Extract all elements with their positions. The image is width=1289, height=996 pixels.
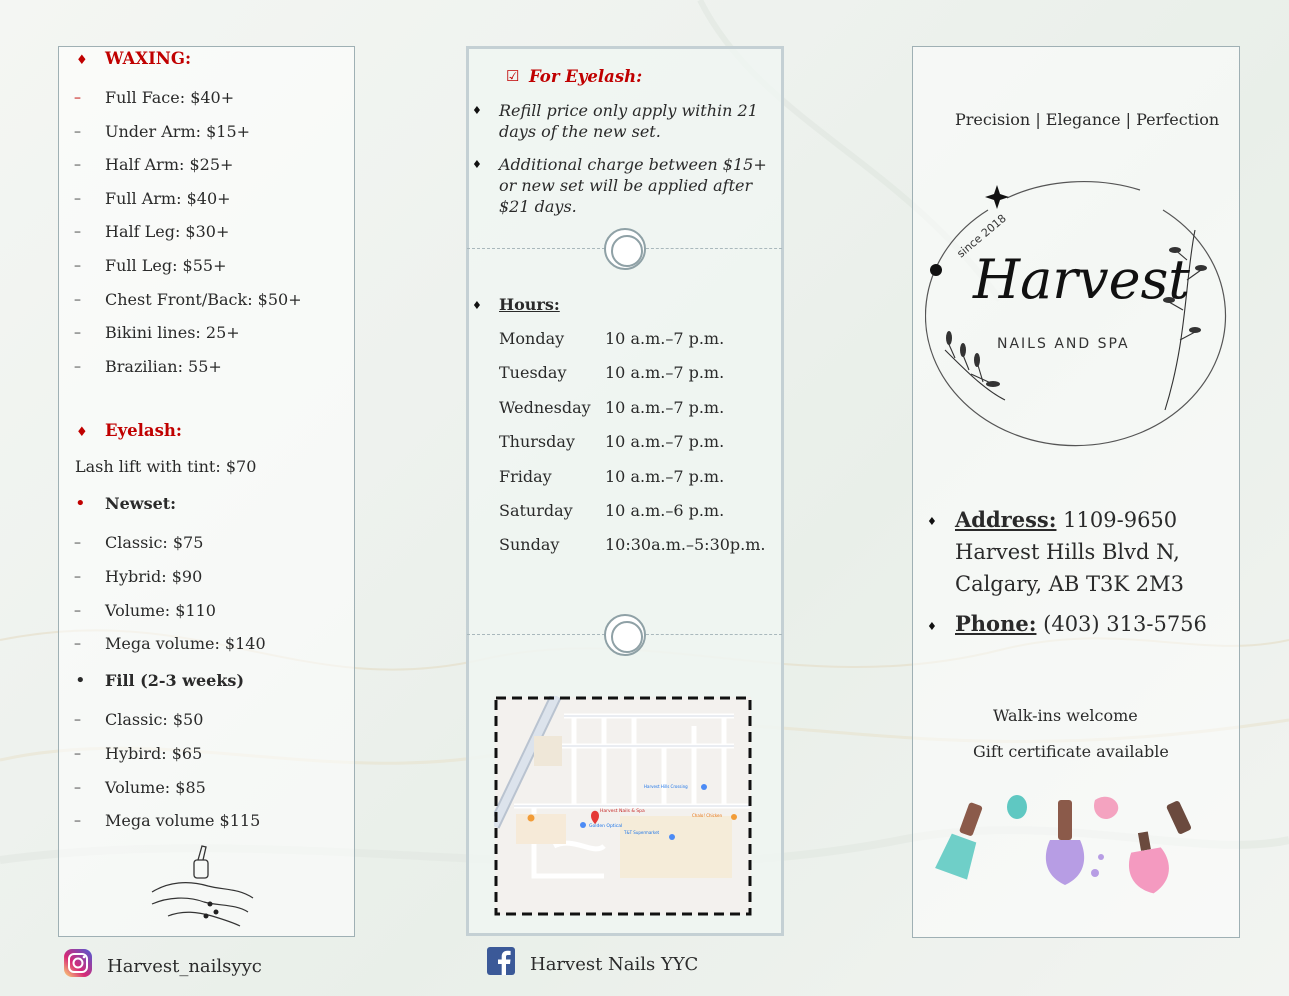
price-item: Half Leg: $30+ (105, 222, 230, 242)
ring-ornament-icon (604, 614, 646, 656)
dash-bullet: – (74, 258, 81, 274)
price-item: Brazilian: 55+ (105, 356, 222, 376)
newset-title: Newset: (105, 494, 177, 513)
dash-bullet: – (74, 813, 81, 830)
for-eyelash-title: For Eyelash: (529, 67, 643, 86)
price-item: Hybird: $65 (105, 743, 203, 763)
hours-day: Wednesday (499, 397, 591, 417)
ring-ornament-icon (604, 228, 646, 270)
hours-time: 10:30a.m.–5:30p.m. (605, 535, 766, 555)
address-block (955, 504, 1235, 600)
hours-time: 10 a.m.–7 p.m. (605, 329, 725, 348)
hours-day: Tuesday (499, 363, 567, 383)
dash-bullet: – (74, 190, 81, 207)
tagline: Precision | Elegance | Perfection (955, 110, 1220, 129)
nail-polish-bottles-icon (925, 785, 1225, 910)
extra-charge-note: Additional charge between $15+ or new set will be applied after $21 days. (499, 155, 767, 216)
dash-bullet: – (74, 123, 81, 140)
divider (646, 634, 782, 635)
divider (467, 248, 605, 249)
price-item: Classic: $50 (105, 710, 204, 729)
bullet-diamond-icon: ♦ (927, 515, 937, 528)
address-label: Address: (955, 507, 1057, 532)
bullet-diamond-icon: ♦ (472, 104, 482, 117)
price-item: Hybrid: $90 (105, 566, 203, 586)
dash-bullet: – (74, 602, 81, 619)
dash-bullet: – (74, 224, 81, 241)
hours-day: Monday (499, 329, 565, 348)
hours-day: Friday (499, 466, 552, 486)
hours-day: Thursday (499, 432, 575, 452)
dash-bullet: – (74, 291, 81, 308)
hours-time: 10 a.m.–6 p.m. (605, 501, 725, 520)
dash-bullet: – (74, 358, 81, 375)
gift-certificate-text: Gift certificate available (973, 742, 1169, 761)
dash-bullet: – (74, 157, 81, 174)
price-item: Full Leg: $55+ (105, 256, 227, 275)
instagram-handle[interactable]: Harvest_nailsyyc (107, 956, 262, 977)
dash-bullet: – (74, 712, 81, 728)
svg-text:Golden Optical: Golden Optical (589, 824, 623, 829)
svg-text:Harvest Hills Crossing: Harvest Hills Crossing (644, 784, 688, 789)
price-item: Volume: $85 (105, 777, 206, 797)
nail-polish-hands-icon (148, 842, 258, 932)
hours-time: 10 a.m.–7 p.m. (605, 466, 725, 486)
logo-subtitle-text: NAILS AND SPA (997, 336, 1130, 352)
dash-bullet: – (74, 636, 81, 653)
fill-title: Fill (2-3 weeks) (105, 671, 245, 690)
phone-value[interactable]: (403) 313-5756 (1043, 612, 1207, 636)
price-item: Volume: $110 (105, 600, 216, 620)
bullet-diamond-icon: ♦ (472, 299, 482, 312)
facebook-icon[interactable] (486, 946, 516, 976)
svg-text:Harvest Nails & Spa: Harvest Nails & Spa (600, 809, 645, 814)
hours-day: Saturday (499, 501, 573, 520)
svg-text:Chalo! Chicken: Chalo! Chicken (692, 813, 723, 818)
instagram-icon[interactable] (63, 948, 93, 978)
price-item: Mega volume $115 (105, 811, 261, 831)
price-item: Full Face: $40+ (105, 88, 235, 107)
hours-time: 10 a.m.–7 p.m. (605, 397, 725, 417)
bullet-dot-icon: • (75, 493, 86, 514)
price-item: Classic: $75 (105, 533, 204, 552)
bullet-diamond-icon: ♦ (76, 53, 88, 68)
address-value: 1109-9650 Harvest Hills Blvd N, Calgary, AB T3K 2M3 (955, 508, 1184, 596)
bullet-diamond-icon: ♦ (76, 425, 88, 440)
price-item: Under Arm: $15+ (105, 121, 251, 141)
price-item: Bikini lines: 25+ (105, 323, 240, 343)
price-item: Full Arm: $40+ (105, 188, 231, 208)
dash-bullet: – (74, 325, 81, 342)
logo-name-text: Harvest (973, 248, 1190, 311)
bullet-diamond-icon: ♦ (472, 158, 482, 171)
dash-bullet: – (74, 90, 81, 106)
walkins-text: Walk-ins welcome (993, 706, 1138, 725)
refill-note: Refill price only apply within 21 days of the new set. (499, 101, 758, 141)
phone-block (955, 608, 1207, 640)
eyelash-title: Eyelash: (105, 421, 182, 440)
divider (646, 248, 782, 249)
hours-time: 10 a.m.–7 p.m. (605, 432, 725, 452)
dash-bullet: – (74, 745, 81, 762)
hours-day: Sunday (499, 535, 560, 555)
harvest-logo (925, 170, 1235, 460)
waxing-title: WAXING: (105, 49, 192, 68)
hours-title: Hours: (499, 295, 560, 314)
dash-bullet: – (74, 535, 81, 551)
divider (467, 634, 605, 635)
price-item: Mega volume: $140 (105, 634, 266, 654)
hours-time: 10 a.m.–7 p.m. (605, 363, 725, 383)
bullet-dot-icon: • (75, 670, 86, 691)
services-panel (58, 46, 355, 937)
dash-bullet: – (74, 779, 81, 796)
logo-since-text: since 2018 (954, 211, 1009, 261)
facebook-page-name[interactable]: Harvest Nails YYC (530, 954, 699, 975)
bullet-diamond-icon: ♦ (927, 620, 937, 633)
price-item: Chest Front/Back: $50+ (105, 289, 302, 309)
checkbox-icon: ☑ (506, 67, 520, 85)
location-map[interactable] (494, 696, 752, 916)
phone-label: Phone: (955, 611, 1037, 636)
dash-bullet: – (74, 568, 81, 585)
price-item: Half Arm: $25+ (105, 155, 234, 175)
svg-text:T&T Supermarket: T&T Supermarket (624, 830, 660, 835)
lash-lift-price: Lash lift with tint: $70 (75, 457, 257, 476)
